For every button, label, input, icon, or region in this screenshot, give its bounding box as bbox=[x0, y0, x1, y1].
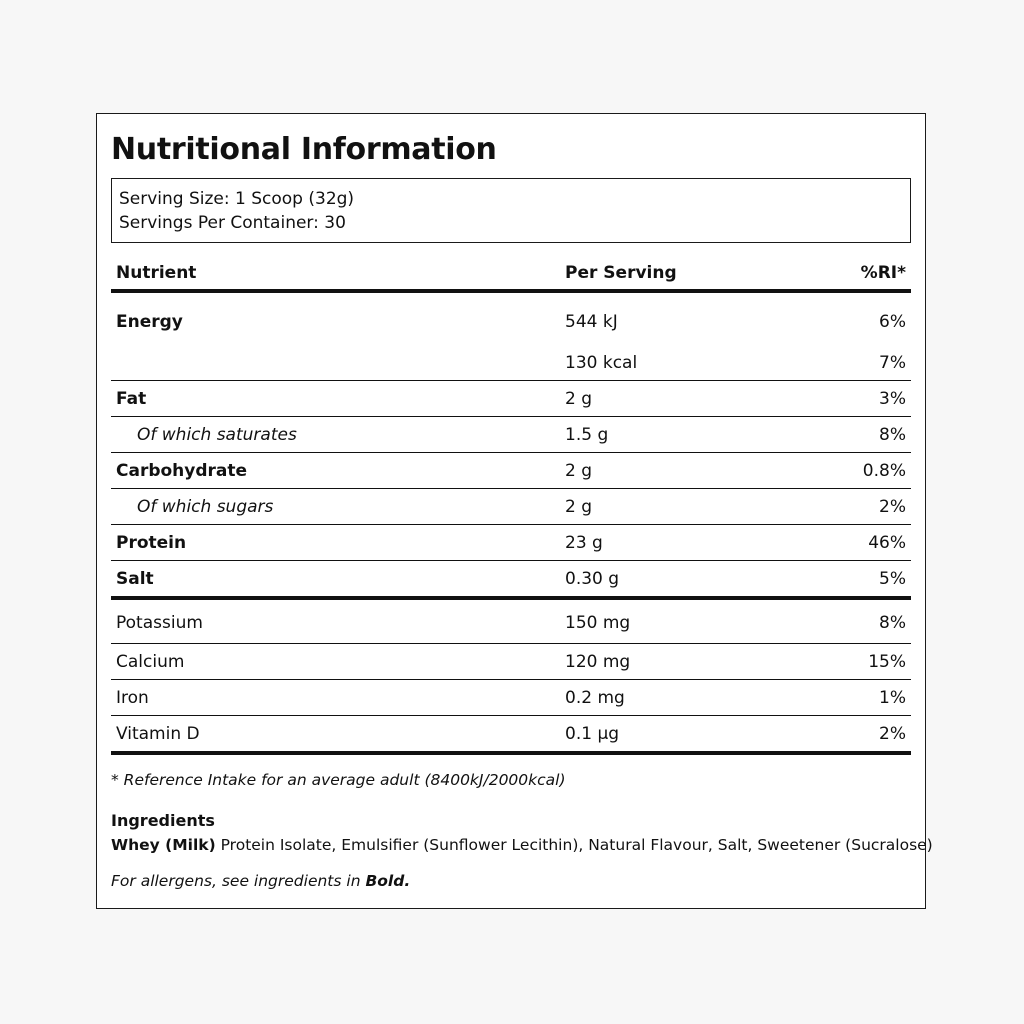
ri-value: 0.8% bbox=[801, 453, 911, 489]
allergen-note-text: For allergens, see ingredients in bbox=[111, 872, 366, 890]
table-header-row bbox=[111, 257, 911, 291]
ri-value: 8% bbox=[801, 417, 911, 453]
per-serving-value: 0.30 g bbox=[560, 561, 801, 599]
per-serving-value: 0.2 mg bbox=[560, 680, 801, 716]
nutrition-table bbox=[111, 257, 911, 755]
table-row bbox=[111, 644, 911, 680]
header-ri: %RI* bbox=[801, 257, 911, 291]
nutrient-name: Fat bbox=[111, 381, 560, 417]
per-serving-value: 2 g bbox=[560, 453, 801, 489]
ri-value: 6% bbox=[879, 312, 906, 332]
allergen-note-bold: Bold. bbox=[365, 872, 411, 890]
table-row bbox=[111, 291, 911, 345]
nutrient-name: Of which saturates bbox=[111, 417, 560, 453]
serving-info-box bbox=[111, 178, 911, 243]
table-row bbox=[111, 598, 911, 644]
per-serving-value: 1.5 g bbox=[560, 417, 801, 453]
ingredients-title: Ingredients bbox=[111, 811, 215, 830]
table-row bbox=[111, 381, 911, 417]
per-serving-value: 150 mg bbox=[560, 598, 801, 644]
serving-size: Serving Size: 1 Scoop (32g) bbox=[119, 189, 355, 209]
nutrient-name: Iron bbox=[111, 680, 560, 716]
ri-value: 8% bbox=[801, 598, 911, 644]
per-serving-value: 544 kJ bbox=[565, 312, 618, 332]
ri-value: 3% bbox=[801, 381, 911, 417]
per-serving-value: 0.1 µg bbox=[560, 716, 801, 754]
per-serving-value: 2 g bbox=[560, 489, 801, 525]
nutrition-label bbox=[96, 113, 933, 909]
nutrient-name: Energy bbox=[116, 312, 183, 332]
nutrient-name: Salt bbox=[111, 561, 560, 599]
nutrient-name: Potassium bbox=[111, 598, 560, 644]
ingredients-text bbox=[111, 836, 933, 854]
ri-value: 46% bbox=[801, 525, 911, 561]
ingredients-rest: Protein Isolate, Emulsifier (Sunflower Lecithin), Natural Flavour, Salt, Sweetener (Sucralose) bbox=[215, 836, 933, 854]
ri-value: 2% bbox=[801, 489, 911, 525]
nutrient-name: Carbohydrate bbox=[111, 453, 560, 489]
table-row bbox=[111, 345, 911, 381]
table-row bbox=[111, 561, 911, 599]
per-serving-value: 120 mg bbox=[560, 644, 801, 680]
nutrient-name: Calcium bbox=[111, 644, 560, 680]
table-row bbox=[111, 525, 911, 561]
table-row bbox=[111, 417, 911, 453]
table-row bbox=[111, 489, 911, 525]
nutrient-name: Protein bbox=[111, 525, 560, 561]
ri-value: 2% bbox=[801, 716, 911, 754]
ri-value: 7% bbox=[801, 345, 911, 381]
ri-value: 1% bbox=[801, 680, 911, 716]
per-serving-value: 2 g bbox=[560, 381, 801, 417]
table-row bbox=[111, 453, 911, 489]
ri-value: 15% bbox=[801, 644, 911, 680]
nutrient-name: Of which sugars bbox=[111, 489, 560, 525]
per-serving-value: 23 g bbox=[560, 525, 801, 561]
header-per-serving: Per Serving bbox=[560, 257, 801, 291]
header-nutrient: Nutrient bbox=[111, 257, 560, 291]
nutrient-name bbox=[111, 345, 560, 381]
nutrient-name: Vitamin D bbox=[111, 716, 560, 754]
table-row bbox=[111, 716, 911, 754]
ri-value: 5% bbox=[801, 561, 911, 599]
table-row bbox=[111, 680, 911, 716]
label-title: Nutritional Information bbox=[111, 132, 497, 167]
servings-per-container: Servings Per Container: 30 bbox=[119, 213, 346, 233]
per-serving-value: 130 kcal bbox=[560, 345, 801, 381]
allergen-note bbox=[111, 872, 911, 890]
ingredients-allergen-bold: Whey (Milk) bbox=[111, 836, 216, 854]
ri-footnote: * Reference Intake for an average adult (8400kJ/2000kcal) bbox=[111, 771, 566, 789]
